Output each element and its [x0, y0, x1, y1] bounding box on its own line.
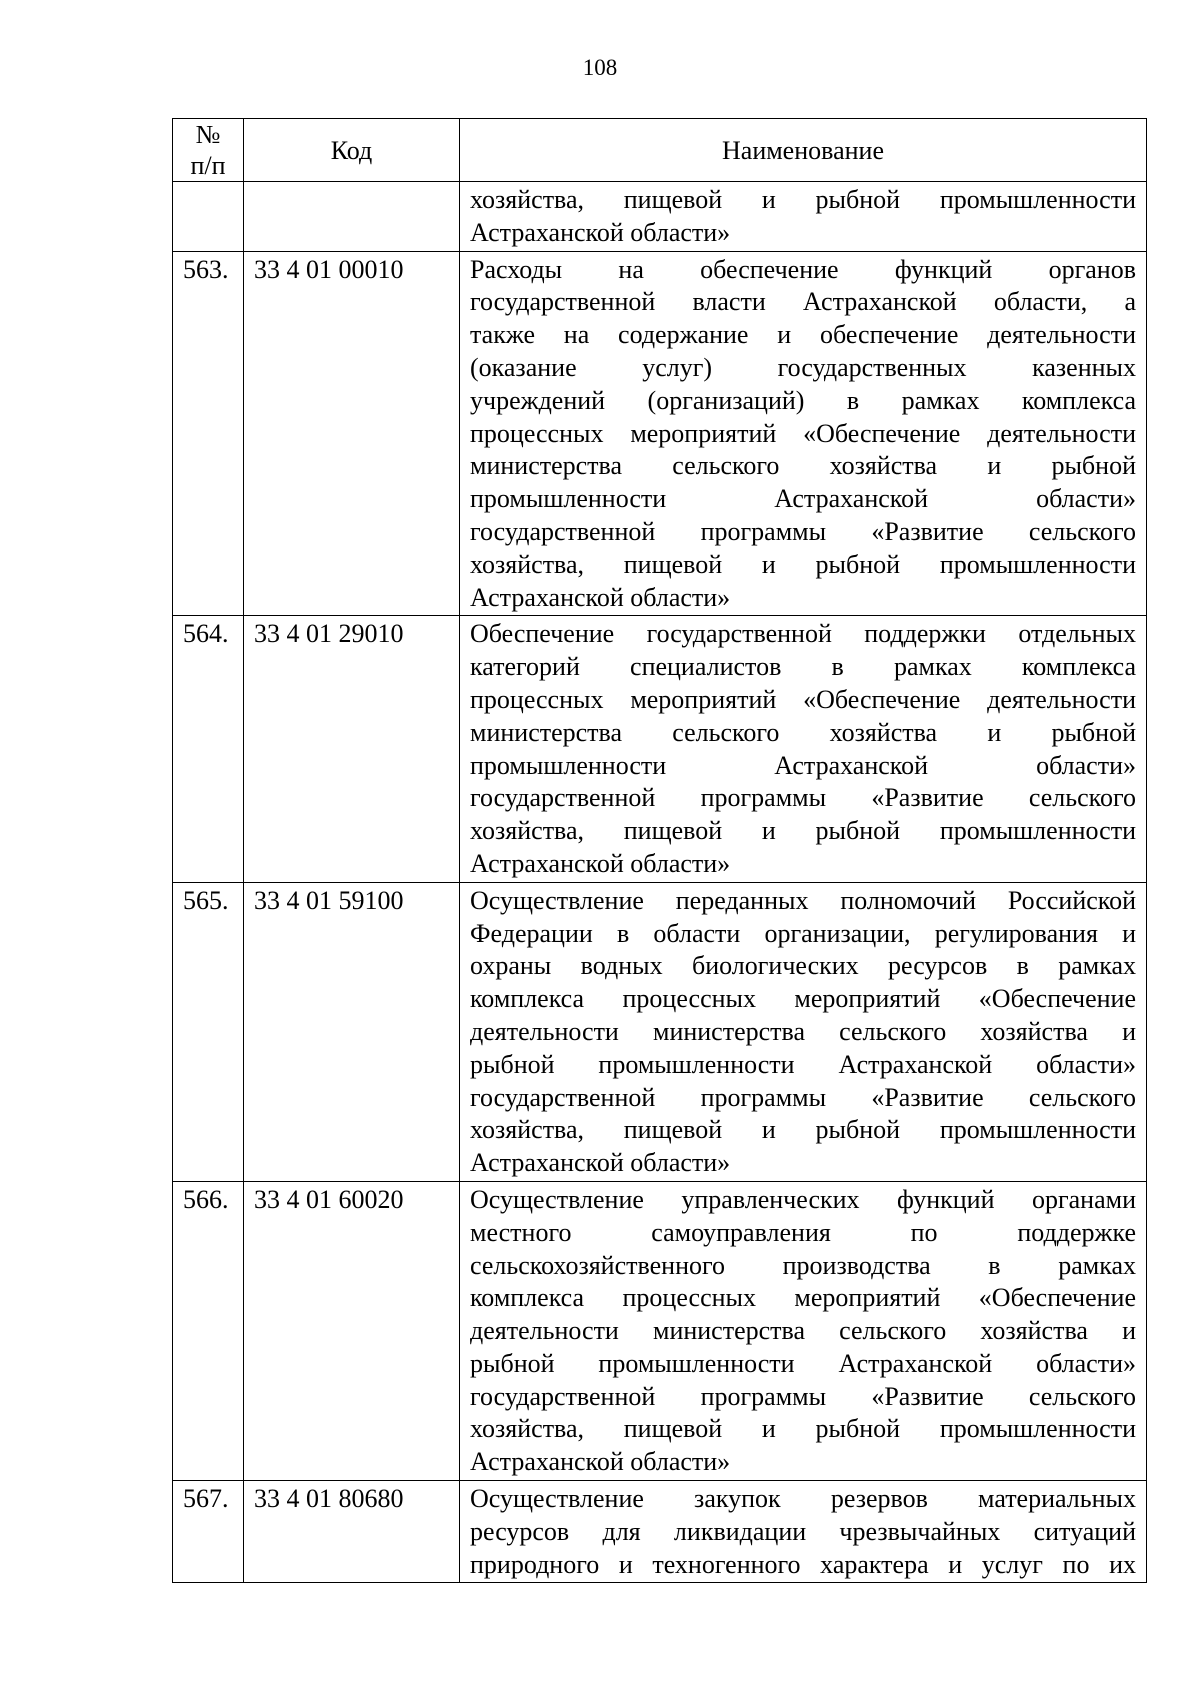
table-row: [173, 1481, 1147, 1583]
name-line: деятельности министерства сельского хозяйства и: [470, 1016, 1136, 1046]
row-name: [460, 1481, 1147, 1583]
row-code: 33 4 01 00010: [244, 251, 460, 616]
name-line: Осуществление управленческих функций органами: [470, 1184, 1136, 1214]
row-code: 33 4 01 80680: [244, 1481, 460, 1583]
name-line: Астраханской области»: [470, 217, 731, 247]
name-line: природного и техногенного характера и услуг по их: [470, 1549, 1136, 1579]
name-line: государственной программы «Развитие сельского: [470, 1381, 1136, 1411]
name-line: деятельности министерства сельского хозяйства и: [470, 1316, 1136, 1346]
table-row: [173, 882, 1147, 1181]
name-line: государственной программы «Развитие сельского: [470, 1082, 1136, 1112]
header-num-line2: п/п: [190, 151, 226, 180]
budget-code-table: [172, 118, 1147, 1583]
row-name: [460, 1181, 1147, 1480]
name-line: комплекса процессных мероприятий «Обеспечение: [470, 984, 1136, 1014]
name-line: процессных мероприятий «Обеспечение деятельности: [470, 418, 1136, 448]
name-line: ресурсов для ликвидации чрезвычайных ситуаций: [470, 1516, 1136, 1546]
table-row: [173, 182, 1147, 252]
row-number: [173, 182, 244, 252]
row-code: 33 4 01 29010: [244, 616, 460, 882]
row-code: 33 4 01 59100: [244, 882, 460, 1181]
name-line: также на содержание и обеспечение деятельности: [470, 320, 1136, 350]
row-number: 565.: [173, 882, 244, 1181]
name-line: государственной власти Астраханской области, а: [470, 287, 1136, 317]
row-number: 563.: [173, 251, 244, 616]
row-code: 33 4 01 60020: [244, 1181, 460, 1480]
row-number: 566.: [173, 1181, 244, 1480]
name-line: Астраханской области»: [470, 1148, 731, 1178]
name-line: рыбной промышленности Астраханской области»: [470, 1348, 1136, 1378]
name-line: хозяйства, пищевой и рыбной промышленности: [470, 1414, 1136, 1444]
table-body: [173, 182, 1147, 1583]
name-line: местного самоуправления по поддержке: [470, 1217, 1136, 1247]
row-name: [460, 251, 1147, 616]
name-line: комплекса процессных мероприятий «Обеспечение: [470, 1283, 1136, 1313]
row-name: [460, 182, 1147, 252]
name-line: государственной программы «Развитие сельского: [470, 516, 1136, 546]
name-line: рыбной промышленности Астраханской области»: [470, 1049, 1136, 1079]
name-line: Осуществление закупок резервов материальных: [470, 1484, 1136, 1514]
name-line: процессных мероприятий «Обеспечение деятельности: [470, 684, 1136, 714]
row-number: 567.: [173, 1481, 244, 1583]
table-header-row: [173, 119, 1147, 182]
table-row: [173, 1181, 1147, 1480]
name-line: Осуществление переданных полномочий Российской: [470, 885, 1136, 915]
name-line: учреждений (организаций) в рамках комплекса: [470, 385, 1136, 415]
name-line: Расходы на обеспечение функций органов: [470, 254, 1136, 284]
header-code: Код: [244, 119, 460, 182]
name-line: Астраханской области»: [470, 848, 731, 878]
name-line: Астраханской области»: [470, 1447, 731, 1477]
name-line: министерства сельского хозяйства и рыбной: [470, 717, 1136, 747]
name-line: промышленности Астраханской области»: [470, 484, 1136, 514]
table-row: [173, 251, 1147, 616]
name-line: Федерации в области организации, регулирования и: [470, 918, 1136, 948]
name-line: охраны водных биологических ресурсов в рамках: [470, 951, 1136, 981]
header-num-line1: №: [195, 120, 221, 149]
name-line: промышленности Астраханской области»: [470, 750, 1136, 780]
table-row: [173, 616, 1147, 882]
name-line: категорий специалистов в рамках комплекса: [470, 652, 1136, 682]
name-line: Обеспечение государственной поддержки отдельных: [470, 619, 1136, 649]
name-line: хозяйства, пищевой и рыбной промышленности: [470, 1115, 1136, 1145]
name-line: хозяйства, пищевой и рыбной промышленности: [470, 816, 1136, 846]
name-line: хозяйства, пищевой и рыбной промышленности: [470, 549, 1136, 579]
row-number: 564.: [173, 616, 244, 882]
row-name: [460, 616, 1147, 882]
page-number: 108: [582, 55, 618, 80]
name-line: Астраханской области»: [470, 582, 731, 612]
header-num: [173, 119, 244, 182]
name-line: сельскохозяйственного производства в рамках: [470, 1250, 1136, 1280]
header-name: Наименование: [460, 119, 1147, 182]
name-line: министерства сельского хозяйства и рыбной: [470, 451, 1136, 481]
name-line: хозяйства, пищевой и рыбной промышленности: [470, 185, 1136, 214]
row-code: [244, 182, 460, 252]
name-line: (оказание услуг) государственных казенных: [470, 352, 1136, 382]
row-name: [460, 882, 1147, 1181]
name-line: государственной программы «Развитие сельского: [470, 783, 1136, 813]
